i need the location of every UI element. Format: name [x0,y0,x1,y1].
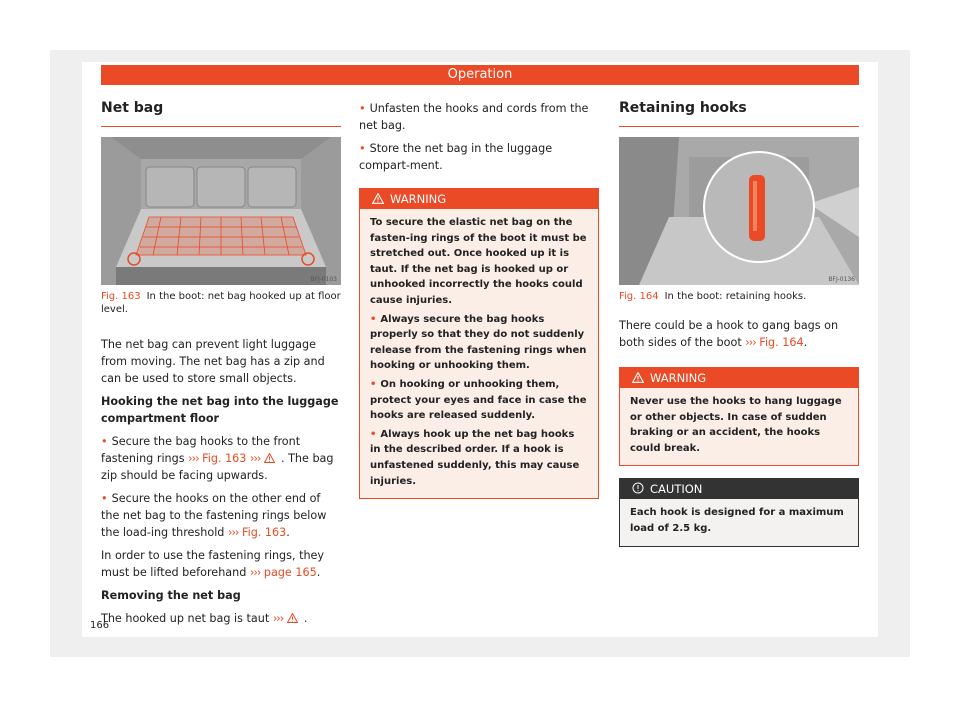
retaining-hooks-figure [619,137,859,285]
step-2-text: Secure the hooks on the other end of the net bag to the fastening rings below the load-ing threshold [101,492,327,539]
net-bag-column-2 [359,100,599,499]
title-rule [101,126,341,127]
figure-caption-text: In the boot: net bag hooked up at floor level. [101,291,341,315]
figure-id: BFJ-0136 [828,276,855,283]
ref-arrows: ››› [249,566,261,579]
retaining-hooks-body: There could be a hook to gang bags on both sides of the boot [619,319,839,349]
ref-arrows: ››› [745,336,756,349]
figure-id: BFJ-0103 [310,276,337,283]
info-circle-icon [632,482,644,494]
warning-body [360,209,598,498]
figure-number: Fig. 163 [101,291,141,302]
hooks-warning-text: Never use the hooks to hang luggage or other objects. In case of sudden braking or an accident, the hooks could break. [630,396,842,454]
hooking-heading: Hooking the net bag into the luggage compartment floor [101,395,339,425]
removing-text: The hooked up net bag is taut ››› . [101,612,308,625]
hooks-warning-box [619,367,859,466]
ref-arrows: ››› [249,452,261,465]
boot-hook-illustration [619,137,859,285]
unfasten-bullet: • Unfasten the hooks and cords from the net bag. [359,100,599,134]
rings-note-tail: . [316,566,321,579]
warning-header [620,368,858,388]
retaining-hooks-column [619,88,859,547]
warning-item: • Always secure the bag hooks properly so that they do not suddenly release from the fastening rings when hooking or unhooking them. [370,312,588,374]
step-2-tail: . [286,526,290,539]
figure-caption [619,290,859,303]
rings-note-text: In order to use the fastening rings, they must be lifted beforehand [101,549,325,579]
fig-163-link[interactable]: Fig. 163 [202,452,247,465]
title-rule [619,126,859,127]
warning-item: • On hooking or unhooking them, protect your eyes and face in case the hooks are released suddenly. [370,377,588,424]
rings-note [101,547,341,581]
warning-label: WARNING [650,371,707,385]
caution-label: CAUTION [650,482,703,497]
fig-163-link[interactable]: Fig. 163 [241,526,287,539]
net-bag-figure [101,137,341,285]
net-bag-intro: The net bag can prevent light luggage from moving. The net bag has a zip and can be used to store small objects. [101,338,325,385]
page-number: 166 [90,620,110,631]
removing-heading: Removing the net bag [101,589,241,602]
caution-text: Each hook is designed for a maximum load of 2.5 kg. [630,507,844,534]
warning-header [360,189,598,209]
step-1-tail: . The bag zip should be facing upwards. [101,452,334,482]
caution-header [620,479,858,499]
net-bag-column [101,88,341,633]
warning-box [359,188,599,499]
fig-164-link[interactable]: Fig. 164 [759,336,804,349]
step-1-text: Secure the bag hooks to the front fastening rings [101,435,301,465]
warning-triangle-icon[interactable] [287,613,298,623]
figure-caption [101,290,341,316]
store-bullet: • Store the net bag in the luggage compart-ment. [359,140,599,174]
warning-intro: To secure the elastic net bag on the fasten-ing rings of the boot it must be stretched out. Once hooked up it is taut. If the net bag is hooked up or unhooked incorrectly the hooks could cause injuries. [370,217,587,306]
ref-arrows: ››› [188,452,199,465]
ref-arrows: ››› [272,612,284,625]
removing-text-body: The hooked up net bag is taut [101,612,270,625]
caution-body [620,499,858,545]
ref-arrows: ››› [227,526,239,539]
caution-box [619,478,859,546]
hooking-step-2 [101,490,341,541]
section-banner: Operation [101,65,859,85]
warning-triangle-icon [372,193,384,204]
boot-net-illustration [101,137,341,285]
retaining-hooks-title: Retaining hooks [619,100,747,116]
figure-number: Fig. 164 [619,291,659,302]
figure-caption-text: In the boot: retaining hooks. [664,291,807,302]
hooking-step-1 [101,433,341,484]
warning-label: WARNING [390,192,447,206]
warning-item: • Always hook up the net bag hooks in the described order. If a hook is unfastened suddenly, this may cause injuries. [370,427,588,489]
page-165-link[interactable]: page 165 [263,566,317,579]
retaining-hooks-text: There could be a hook to gang bags on both sides of the boot ››› Fig. 164. [619,319,839,349]
warning-triangle-icon[interactable] [264,453,275,463]
warning-body [620,388,858,465]
net-bag-title: Net bag [101,100,164,116]
warning-triangle-icon [632,372,644,383]
